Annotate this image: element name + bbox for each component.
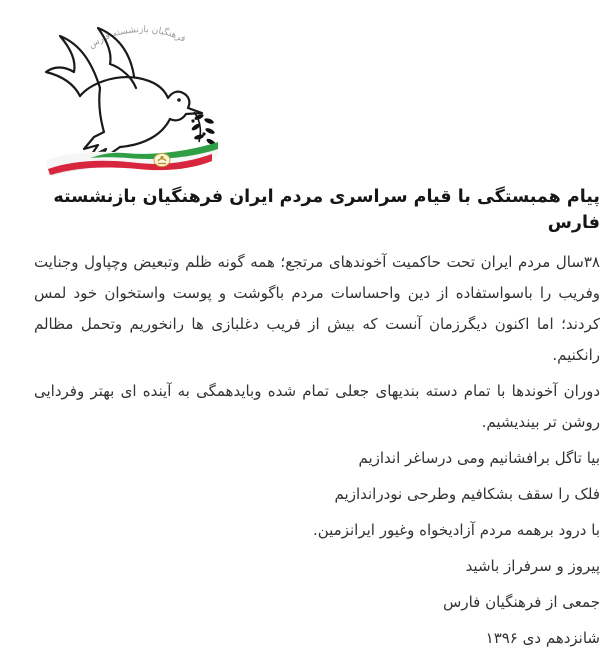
statement-body	[34, 184, 600, 657]
poem-line: بیا تاگل برافشانیم ومی درساغر اندازیم	[358, 449, 600, 467]
closing-line: پیروز و سرفراز باشید	[465, 557, 600, 575]
salute-line: با درود برهمه مردم آزادیخواه وغیور ایرانزمین.	[312, 521, 600, 539]
olive-branch-icon	[191, 112, 217, 146]
date-line: شانزدهم دی ۱۳۹۶	[485, 629, 600, 647]
logo-arc-text: فرهنگیان بازنشسته فارس	[87, 25, 187, 51]
message-paragraph: ۳۸سال مردم ایران تحت حاکمیت آخوندهای مرتجع؛ همه گونه ظلم وتبعیض وچپاول وجنایت وفریب را باسواستفاده از دین واحساسات مردم باگوشت و پوست واستخوان خود لمس کردند؛ اما اکنون دیگرزمان آنست که بیش از فریب دغلبازی ها رانخوریم وتحمل مظالم رانکنیم.	[34, 253, 600, 364]
dove-icon	[46, 28, 202, 161]
signature: جمعی از فرهنگیان فارس	[443, 593, 600, 611]
iran-flag	[46, 142, 218, 176]
message-paragraph: دوران آخوندها با تمام دسته بندیهای جعلی تمام شده وبایدهمگی به آینده ای بهتر وفردایی روشن تر بیندیشیم.	[34, 382, 600, 431]
logo-graphic	[42, 8, 222, 180]
page-title: پیام همبستگی با قیام سراسری مردم ایران فرهنگیان بازنشسته فارس	[53, 187, 600, 233]
lion-sun-emblem	[154, 154, 170, 167]
poem-line: فلک را سقف بشکافیم وطرحی نودراندازیم	[334, 485, 600, 503]
organization-logo	[42, 8, 222, 180]
